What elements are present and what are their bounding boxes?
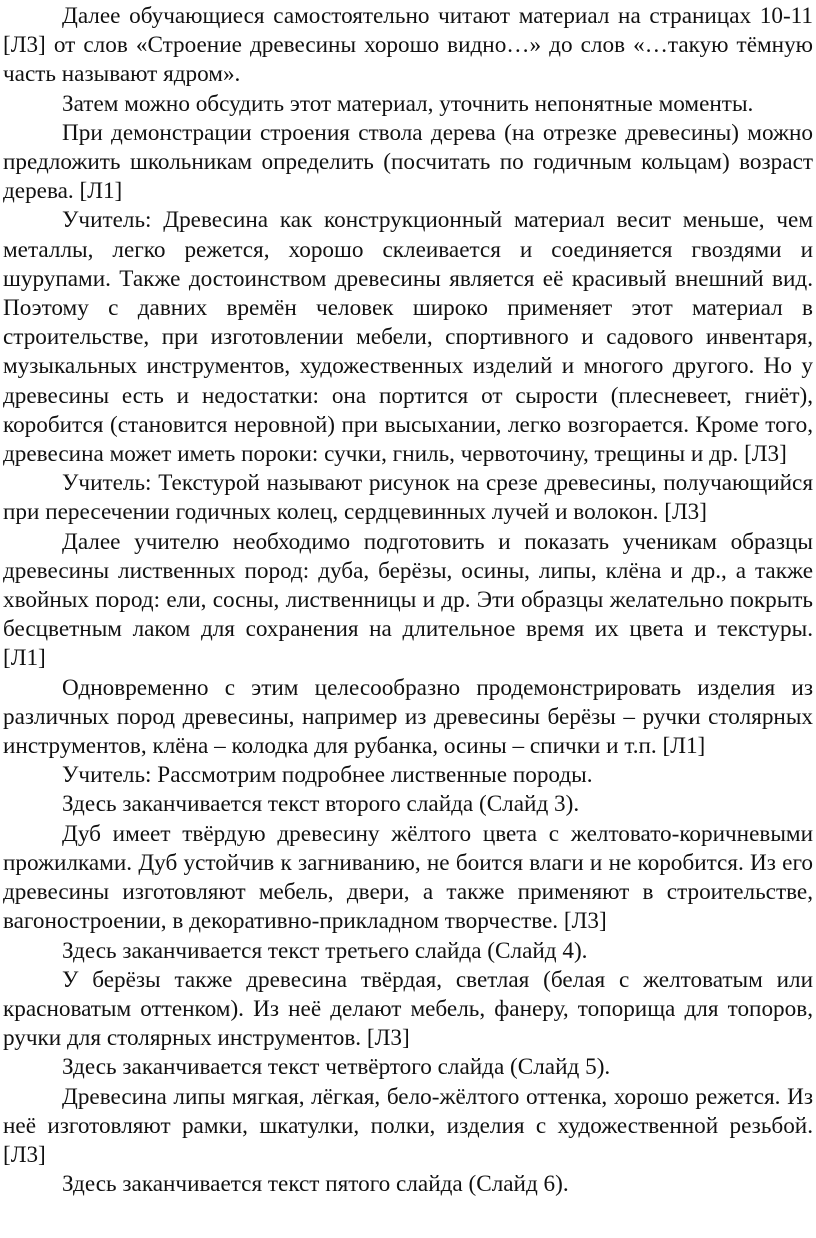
paragraph-wood-properties: Учитель: Древесина как конструкционный материал весит меньше, чем металлы, легко режется, хорошо склеивается и соединяется гвоздями и шурупами. Также достоинством древесины является её красивый внешний вид. Поэтому с давних времён человек широко применяет этот материал в строительстве, при изготовлении мебели, спортивного и садового инвентаря, музыкальных инструментов, художественных изделий и многого другого. Но у древесины есть и недостатки: она портится от сырости (плесневеет, гниёт), коробится (становится неровной) при высыхании, легко возгорается. Кроме того, древесина может иметь пороки: сучки, гниль, червоточину, трещины и др. [Л3] (3, 207, 813, 468)
paragraph-oak: Дуб имеет твёрдую древесину жёлтого цвета с желтовато-коричневыми прожилками. Дуб устойчив к загниванию, не боится влаги и не коробится. Из его древесины изготовляют мебель, двери, а также применяют в строительстве, вагоностроении, в декоративно-прикладном творчестве. [Л3] (3, 820, 813, 935)
paragraph-slide-4-end: Здесь заканчивается текст третьего слайда (Слайд 4). (62, 937, 588, 964)
paragraph-birch: У берёзы также древесина твёрдая, светлая (белая с желтоватым или красноватым оттенком). Из неё делают мебель, фанеру, топорища для топоров, ручки для столярных инструментов. [Л3] (3, 966, 813, 1052)
paragraph-slide-3-end: Здесь заканчивается текст второго слайда (Слайд 3). (62, 791, 580, 818)
paragraph-deciduous-intro: Учитель: Рассмотрим подробнее лиственные породы. (62, 762, 593, 789)
paragraph-slide-5-end: Здесь заканчивается текст четвёртого слайда (Слайд 5). (62, 1054, 611, 1081)
paragraph-wood-samples: Далее учителю необходимо подготовить и показать ученикам образцы древесины лиственных пород: дуба, берёзы, осины, липы, клёна и др., а также хвойных пород: ели, сосны, лиственницы и др. Эти образцы желательно покрыть бесцветным лаком для сохранения на длительное время их цвета и текстуры. [Л1] (3, 528, 813, 672)
paragraph-tree-age: При демонстрации строения ствола дерева (на отрезке древесины) можно предложить школьникам определить (посчитать по годичным кольцам) возраст дерева. [Л1] (3, 119, 813, 205)
paragraph-discussion: Затем можно обсудить этот материал, уточнить непонятные моменты. (62, 90, 754, 117)
paragraph-texture-definition: Учитель: Текстурой называют рисунок на срезе древесины, получающийся при пересечении годичных колец, сердцевинных лучей и волокон. [Л3] (3, 470, 813, 526)
paragraph-wood-products: Одновременно с этим целесообразно продемонстрировать изделия из различных пород древесины, например из древесины берёзы – ручки столярных инструментов, клёна – колодка для рубанка, осины – спички и т.п. [Л1] (3, 674, 813, 760)
paragraph-linden: Древесина липы мягкая, лёгкая, бело-жёлтого оттенка, хорошо режется. Из неё изготовляют рамки, шкатулки, полки, изделия с художественной резьбой. [Л3] (3, 1083, 813, 1168)
paragraph-reading-assignment: Далее обучающиеся самостоятельно читают материал на страницах 10-11 [Л3] от слов «Строение древесины хорошо видно…» до слов «…такую тёмную часть называют ядром». (3, 3, 813, 88)
paragraph-slide-6-end: Здесь заканчивается текст пятого слайда (Слайд 6). (62, 1171, 569, 1198)
